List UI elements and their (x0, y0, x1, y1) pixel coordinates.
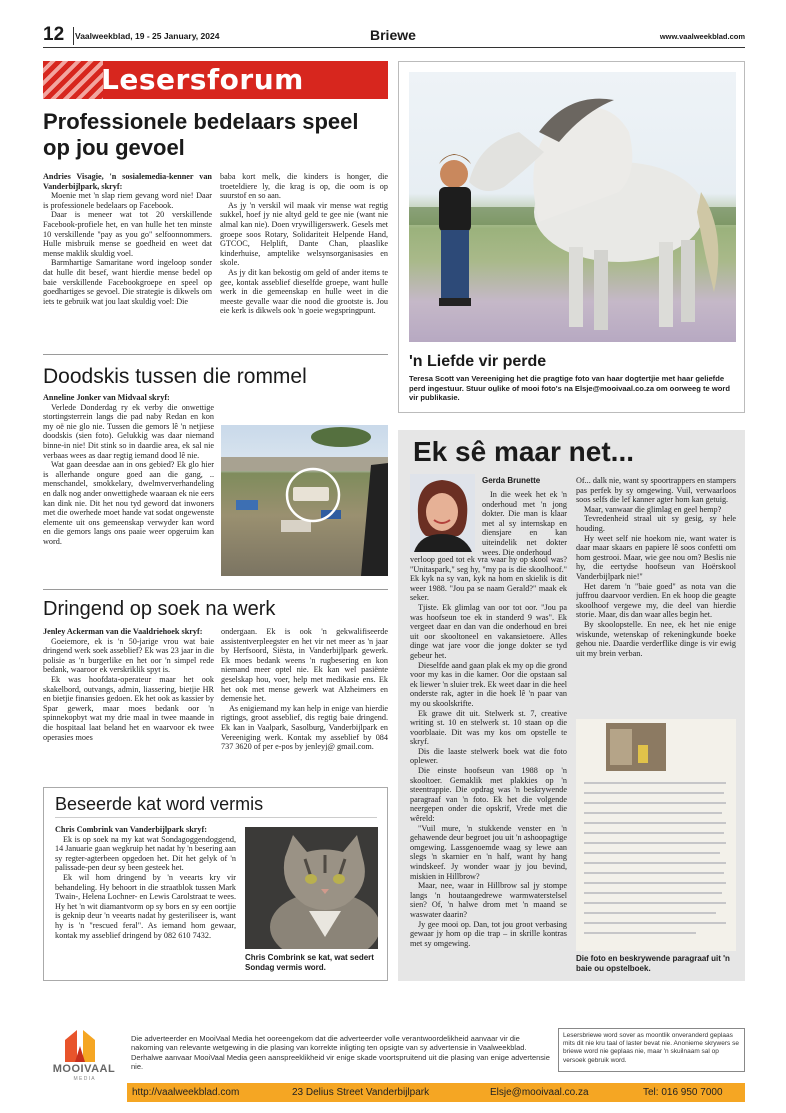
article3-byline: Jenley Ackerman van die Vaaldriehoek skryf: (43, 627, 203, 636)
paragraph: As jy dit kan bekostig om geld of ander items te gee, kontak asseblief dieselfde groepe, want hulle werk in die gemeenskap en hulle weet in die meeste gevalle waar die nood die grootste is. Jou eie kerk is dikwels ook 'n goeie wegspringpunt. (220, 267, 388, 316)
horse-photo-caption: Teresa Scott van Vereeniging het die pragtige foto van haar dogtertjie met haar geliefde perd ingestuur. Stuur ou̲like of mooi foto's na Elsje@mooivaal.co.za om oorweeg te word vir publikasie. (409, 374, 731, 402)
author-face (426, 493, 458, 531)
column-col1-top (482, 490, 567, 556)
footer-logo (43, 1028, 125, 1083)
girl-head (440, 160, 468, 188)
paragraph: Maar, vanwaar die glimlag en geel hemp? (584, 504, 722, 514)
footer-email[interactable]: Elsje@mooivaal.co.za (490, 1087, 589, 1098)
paragraph: Ek grawe dit uit. Stelwerk st. 7, creative writing st. 10 en stelwerk st. 10 staan op die voorblaaie. Dit was my kos om opstelle te skryf. (410, 708, 567, 747)
article4-headline: Beseerde kat word vermis (55, 794, 264, 814)
horse-photo (409, 72, 736, 342)
article3-headline: Dringend op soek na werk (43, 598, 276, 620)
article3-col1 (43, 627, 214, 777)
essay-photo-caption: Die foto en beskrywende paragraaf uit 'n baie ou opstelboek. (576, 954, 730, 973)
article2-byline: Anneline Jonker van Midvaal skryf: (43, 393, 170, 402)
cat-headline-rule (55, 817, 377, 818)
column-headline: Ek sê maar net... (413, 436, 635, 467)
paragraph: As enigiemand my kan help in enige van hierdie rigtings, groot asseblief, dis regtig baie dringend. Ek kan in Vaalpark, Sasolburg, Vanderbijlpark en Vereeniging werk. Kontak my asseblief by 084 737 3620 of per e-pos by jenleyj@ gmail.com. (221, 703, 388, 752)
footer-disclaimer: Die adverteerder en MooiVaal Media het ooreengekom dat die adverteerder volle verantwoordelikheid aanvaar vir die nakoming van relevante wetgewing in die plasing van korrekte inligting ten opsigte van sy advertensie in Vaalweekblad. Derhalwe aanvaar MooiVaal Media geen aanspreeklikheid vir enige skade voortspruitend uit die plasing van enige advertensie nie. (131, 1034, 550, 1072)
cat-photo-caption: Chris Combrink se kat, wat sedert Sondag vermis word. (245, 953, 374, 972)
paragraph: Hy weet self nie hoekom nie, want water is daar maar skaars en papiere lê soos confetti om hom gestrooi. Maar, wie gee nou om? Beslis nie hy, die eertydse hoofseun van Hoërskool Vanderbijlpark nie!" (576, 533, 736, 581)
footer-address: 23 Delius Street Vanderbijlpark (292, 1087, 430, 1098)
paragraph: ondergaan. Ek is ook 'n gekwalifiseerde assistentverpleegster en het vir net meer as 'n jaar by Herfsoord, Siësta, in Vanderbijlpark gewerk. Ek moes bedank weens 'n rugbesering en kon niemand meer optel nie. Ek kan wel pasiënte geselskap hou, voer, help met medikasie ens. Ek het ook met mense gewerk wat Alzheimers en demensie het. (221, 627, 388, 704)
cat-photo-illustration (245, 827, 378, 949)
article-divider (43, 589, 388, 590)
essay-photo-illustration (576, 719, 736, 951)
dump-photo-illustration (221, 425, 388, 576)
paragraph: Dis die laaste stelwerk boek wat die foto oplewer. (410, 746, 567, 766)
paragraph: Ek is op soek na my kat wat Sondagoggendoggend, 14 Januarie gaan wegkruip het nadat hy 'n besering aan sy regter-agterbeen opgedoen het. Dit het gelyk of 'n palissade-pen deur sy been gesteek het. (55, 834, 236, 873)
girl-jeans (441, 230, 469, 300)
article4-byline: Chris Combrink van Vanderbijlpark skryf: (55, 825, 207, 834)
paragraph: By skoolopstelle. En nee, ek het nie enige wiskunde, wetenskap of rekeningkunde boeke gehou nie. Daardie verderflike dinge is vir ewig uit my brein verban. (576, 619, 736, 658)
coffin (293, 487, 329, 501)
header-divider (73, 27, 74, 45)
article2-headline: Doodskis tussen die rommel (43, 365, 307, 388)
horse-head (469, 132, 544, 191)
rubbish (236, 500, 258, 510)
cat-photo (245, 827, 378, 949)
logo-shape-left (65, 1030, 77, 1062)
article4-text (55, 825, 236, 975)
horse-leg (659, 242, 673, 327)
horse-leg (569, 247, 583, 327)
snapshot-boy (638, 745, 648, 763)
column-col1-bottom (410, 555, 567, 975)
paragraph: Barmhartige Samaritane word ingeloop sonder dat hulle dit besef, want hierdie mense bedel op baie verskillende Facebookgroepe en speel op goedhartiges se gevoel. Die strategie is dikwels om iets te gebruik wat jou laat skuldig voel: Die (43, 258, 212, 306)
paragraph: "Vuil mure, 'n stukkende venster en 'n gehawende deur begroet jou uit 'n ashoopagtige omgewing. Lassgenoemde waag sy lewe aan slegs 'n skarnier en 'n half, want hy hang windskeef. Jy wonder waar jy jou bevind, miskien in Hillbrow? (410, 823, 567, 881)
paragraph: Tevredenheid straal uit sy gesig, sy hele houding. (576, 514, 736, 533)
paragraph: Verlede Donderdag ry ek verby die onwettige stortingsterrein langs die pad naby Redan en kon my oë nie glo nie. Tussen die gemors lê 'n netjiese doodskis (sien foto). Gelukkig was daar niemand binne-in nie! Dit stink so in daardie area, ek sal nie verbaas wees as daar regtig iemand dood lê nie. (43, 402, 214, 460)
paragraph: Of... dalk nie, want sy spoortrappers en stampers pas perfek by sy omgewing. Vuil, verwaarloos soos selfs die lef kanner agter hom kan getuig. (576, 476, 736, 505)
column-author: Gerda Brunette (482, 476, 541, 485)
mooivaal-logo-icon (43, 1028, 125, 1064)
website[interactable]: www.vaalweekblad.com (659, 32, 745, 41)
girl-shirt (439, 187, 471, 232)
cat-eye (305, 874, 317, 884)
footer-phone[interactable]: Tel: 016 950 7000 (643, 1087, 723, 1098)
trees (311, 427, 371, 447)
horse-photo-title: 'n Liefde vir perde (409, 353, 547, 370)
article2-text (43, 393, 214, 583)
article3-col2 (221, 627, 388, 777)
column-col2 (576, 476, 736, 714)
paragraph: Daar is meneer wat tot 20 verskillende Facebook-profiele het, en van hulle het ten minste 10 verskillende "pay as you go" selfoonnommers. Hulle misbruik mense se goedheid en weet dat mense maklik skuldig voel. (43, 210, 212, 258)
dump-photo (221, 425, 388, 576)
article1-col1 (43, 172, 212, 346)
paper-info: Vaalweekblad, 19 - 25 January, 2024 (75, 31, 220, 41)
paragraph: In die week het ek 'n onderhoud met 'n jong dokter. Die man is klaar met al sy internskap en diensjare en kan uiteindelik net dokter wees. Die onderhoud (482, 490, 567, 556)
article1-byline: Andries Visagie, 'n sosialemedia-kenner van Vanderbijlpark, skryf: (43, 172, 212, 191)
logo-text: MOOIVAAL (52, 1063, 116, 1075)
banner-label: Lesersforum (101, 63, 304, 96)
horse-photo-illustration (409, 72, 736, 342)
paragraph: Die einste hoofseun van 1988 op 'n skooltoer. Gemaklik met plakkies op 'n steentrappie. Die opdrag was 'n beskrywende paragraaf van 'n foto. Ek het die volgende neergepen onder die opskrif, Vrede met die wêreld: (410, 766, 567, 824)
paragraph: Dieselfde aand gaan plak ek my op die grond voor my kas in die kamer. Oor die opstaan sal ek liewer 'n sluier trek. Ek weet daar in die heel onderste rak, agter in die hoek lê 'n paar van my ou skoolskrifte. (410, 660, 567, 708)
article1-headline: Professionele bedelaars speel op jou gevoel (43, 109, 359, 160)
paragraph: Maar, nee, waar in Hillbrow sal jy stompe langs 'n houtaangedrewe warmwaterstelsel sien? Of, 'n halwe drom met 'n maand se waswater daarin? (410, 881, 567, 919)
paragraph: Het darem 'n "baie goed" as nota van die juffrou daarvoor verdien. En ek hoop die geagte skoolhoof vergewe my, die deel van hierdie storie. Maar, dis dan waar alles begin het. (576, 581, 736, 620)
paragraph: As jy 'n verskil wil maak vir mense wat regtig sukkel, hoef jy nie altyd geld te gee nie (want nie almal kan nie). Doen vrywilligerswerk. Gesels met groepe soos Rotary, Solidariteit Helpende Hand, GTCOC, Helplift, Dante Chan, plaaslike kinderhuise, amptelike welsynsorganisasies en skole. (220, 200, 388, 268)
paragraph: Moenie met 'n slap riem gevang word nie! Daar is professionele bedelaars op Facebook. (43, 191, 212, 210)
paragraph: Jy gee mooi op. Dan, tot jou groot verbasing gewaar jy hom op die trap – in skrille kontras met sy omgewing. (410, 919, 567, 948)
paragraph: Ek was hoofdata-operateur maar het ook skakelbord, outvangs, admin, liassering, bietjie HR en bietjie finansies gedoen. Ek het ook as kassier by Spar gewerk, maar moes bedank oor 'n spinnekopbyt wat my drie maal in twee maande in die hospitaal laat beland het en waarvoor ek twee operasies moes (43, 674, 214, 742)
page-header (43, 24, 745, 46)
paragraph: Wat gaan deesdae aan in ons gebied? Ek glo hier is allerhande ongure goed aan die gang, .. menschandel, smokkelary, dwelmververhandeling en dalk nog ander onwettighede waaraan ek nie eers kan dink nie. Dit het nou tyd geword dat inwoners met die owerhede moet hande vat sodat ongewenste elemente uit ons gemeenskap verwyder kan word en die gemors langs ons paaie weer opgeruim kan word. (43, 460, 214, 546)
paragraph: baba kort melk, die kinders is honger, die troeteldiere ly, die krag is op, die oom is op suurstof en so aan. (220, 172, 388, 201)
section-name: Briewe (370, 27, 416, 43)
letters-note: Lesersbriewe word sover as moontlik onveranderd geplaas mits dit nie kru taal of laster bevat nie. Anonieme skrywers se briewe word nie geplaas nie, maar 'n skuilnaam sal op versoek gebruik word. (558, 1028, 745, 1072)
paragraph: verloop goed tot ek vra waar hy op skool was? "Unitaspark," seg hy, "my pa is die skoolhoof." Ek kyk na sy van, kyk na hom en skielik is dit weer 1988. "Jou pa se naam Gerald?" maak ek seker. (410, 555, 567, 603)
article1-col2 (220, 172, 388, 346)
footer-url[interactable]: http://vaalweekblad.com (132, 1087, 240, 1098)
banner-stripes (43, 61, 103, 99)
article-divider (43, 354, 388, 355)
rubbish (281, 520, 311, 532)
snapshot-door (610, 729, 632, 765)
horse-leg (594, 250, 608, 330)
essay-photo (576, 719, 736, 951)
paragraph: Goeiemore, ek is 'n 50-jarige vrou wat baie dringend werk soek asseblief? Ek was 23 jaar in die polisie as 'n burgerlike en het oor 'n simpel rede bedank, waaroor ek verskriklik spyt is. (43, 636, 214, 675)
lesersforum-banner (43, 61, 388, 99)
girl-shoes (439, 298, 471, 306)
wall (221, 457, 388, 471)
horse-leg (681, 240, 695, 322)
paragraph: Ek wil hom dringend by 'n veearts kry vir behandeling. Hy behoort in die straatblok tussen Mark Twain-, Helena Lochner- en Lewis Carolstraat te wees. Hy het 'n wit diamantvorm op sy bors en sy een oortjie is geknip deur 'n veearts nadat hy gesteriliseer is, want hy is 'n "rescued feral". As iemand hom gewaar, kontak my asseblief dringend by 082 610 7432. (55, 872, 236, 940)
author-photo-illustration (410, 474, 475, 552)
car-edge (361, 463, 388, 576)
author-photo (410, 474, 475, 552)
cat-eye (333, 874, 345, 884)
header-rule (43, 47, 745, 48)
page-number: 12 (43, 24, 65, 45)
paragraph: Tjiste. Ek glimlag van oor tot oor. "Jou pa was hoofseun toe ek in standerd 9 was". Ek vergeet daar en dan van die onderhoud en brei uit oor skooltoneel en vakansietoere. Alles dinge wat jare voor die jonge dokter se tyd gebeur het. (410, 602, 567, 660)
logo-shape-right (83, 1030, 95, 1062)
logo-subtext: M E D I A (73, 1076, 95, 1082)
